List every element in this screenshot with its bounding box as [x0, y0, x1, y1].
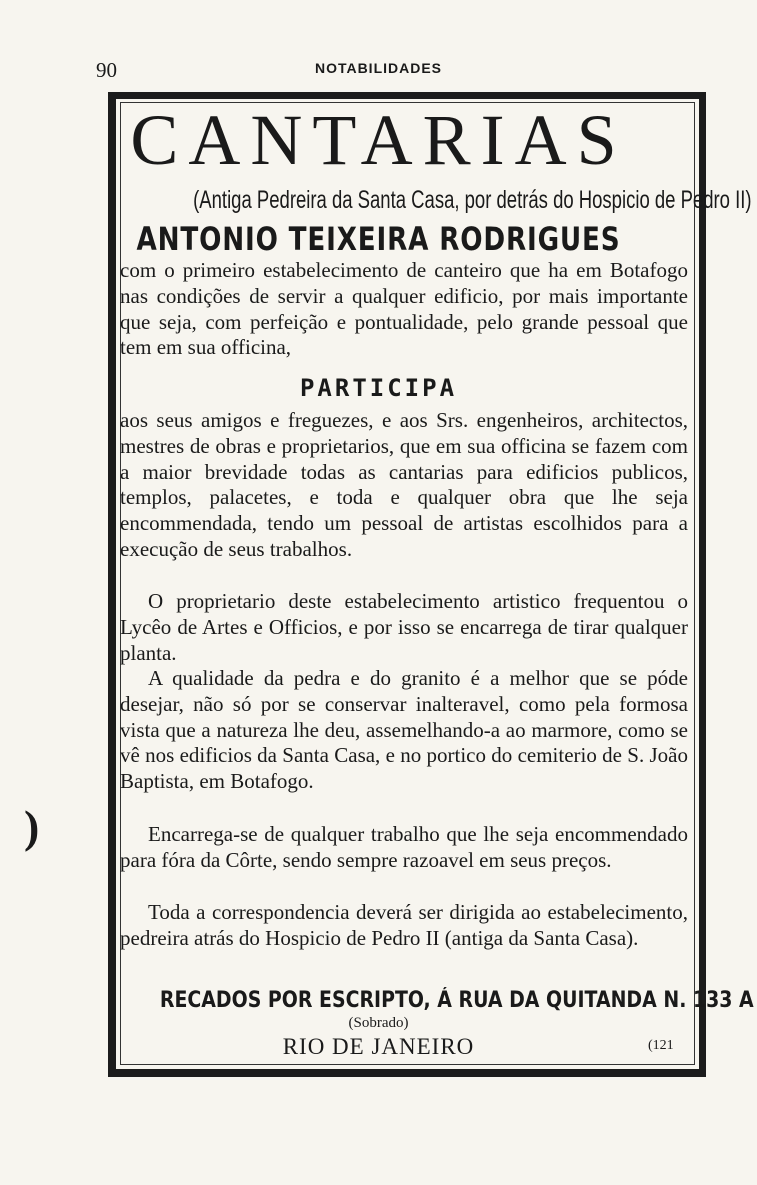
- participa-heading: PARTICIPA: [299, 374, 458, 402]
- paragraph-quality: A qualidade da pedra e do granito é a melhor que se póde desejar, não só por se conservar inalteravel, como pela formosa vista que a natureza lhe deu, assemelhando-a ao marmore, como se vê nos edificios da Santa Casa, e no portico do cemiterio de S. João Baptista, em Botafogo.: [120, 666, 688, 794]
- ad-title: CANTARIAS: [130, 100, 627, 180]
- paragraph-announcement: aos seus amigos e freguezes, e aos Srs. engenheiros, architectos, mestres de obras e proprietarios, que em sua officina se fazem com a maior brevidade todas as cantarias para edificios publicos, templos, palacetes, e toda e qualquer obra que lhe seja encommendada, tendo um pessoal de artistas escolhidos para a execução de seus trabalhos.: [120, 408, 688, 561]
- sobrado-note: (Sobrado): [348, 1015, 409, 1031]
- ad-subtitle: (Antiga Pedreira da Santa Casa, por detrás do Hospicio de Pedro II): [193, 186, 752, 214]
- margin-mark: ): [24, 801, 40, 852]
- city-name: RIO DE JANEIRO: [282, 1034, 475, 1059]
- ad-code: (121: [648, 1038, 674, 1053]
- intro-paragraph: com o primeiro estabelecimento de canteiro que ha em Botafogo nas condições de servir a qualquer edificio, por mais importante que seja, com perfeição e pontualidade, pelo grande pessoal que tem em sua officina,: [120, 258, 688, 360]
- paragraph-correspondence: Toda a correspondencia deverá ser dirigida ao estabelecimento, pedreira atrás do Hospicio de Pedro II (antiga da Santa Casa).: [120, 900, 688, 950]
- paragraph-proprietor: O proprietario deste estabelecimento artistico frequentou o Lycêo de Artes e Officios, e por isso se encarrega de tirar qualquer planta.: [120, 589, 688, 665]
- address-line: RECADOS POR ESCRIPTO, Á RUA DA QUITANDA N. 133 A: [159, 988, 754, 1013]
- page-number: 90: [96, 58, 117, 82]
- page-header: [0, 58, 757, 88]
- running-title: NOTABILIDADES: [314, 60, 443, 76]
- paragraph-commissions: Encarrega-se de qualquer trabalho que lhe seja encommendado para fóra da Côrte, sendo sempre razoavel em seus preços.: [120, 822, 688, 872]
- proprietor-name: ANTONIO TEIXEIRA RODRIGUES: [136, 220, 621, 258]
